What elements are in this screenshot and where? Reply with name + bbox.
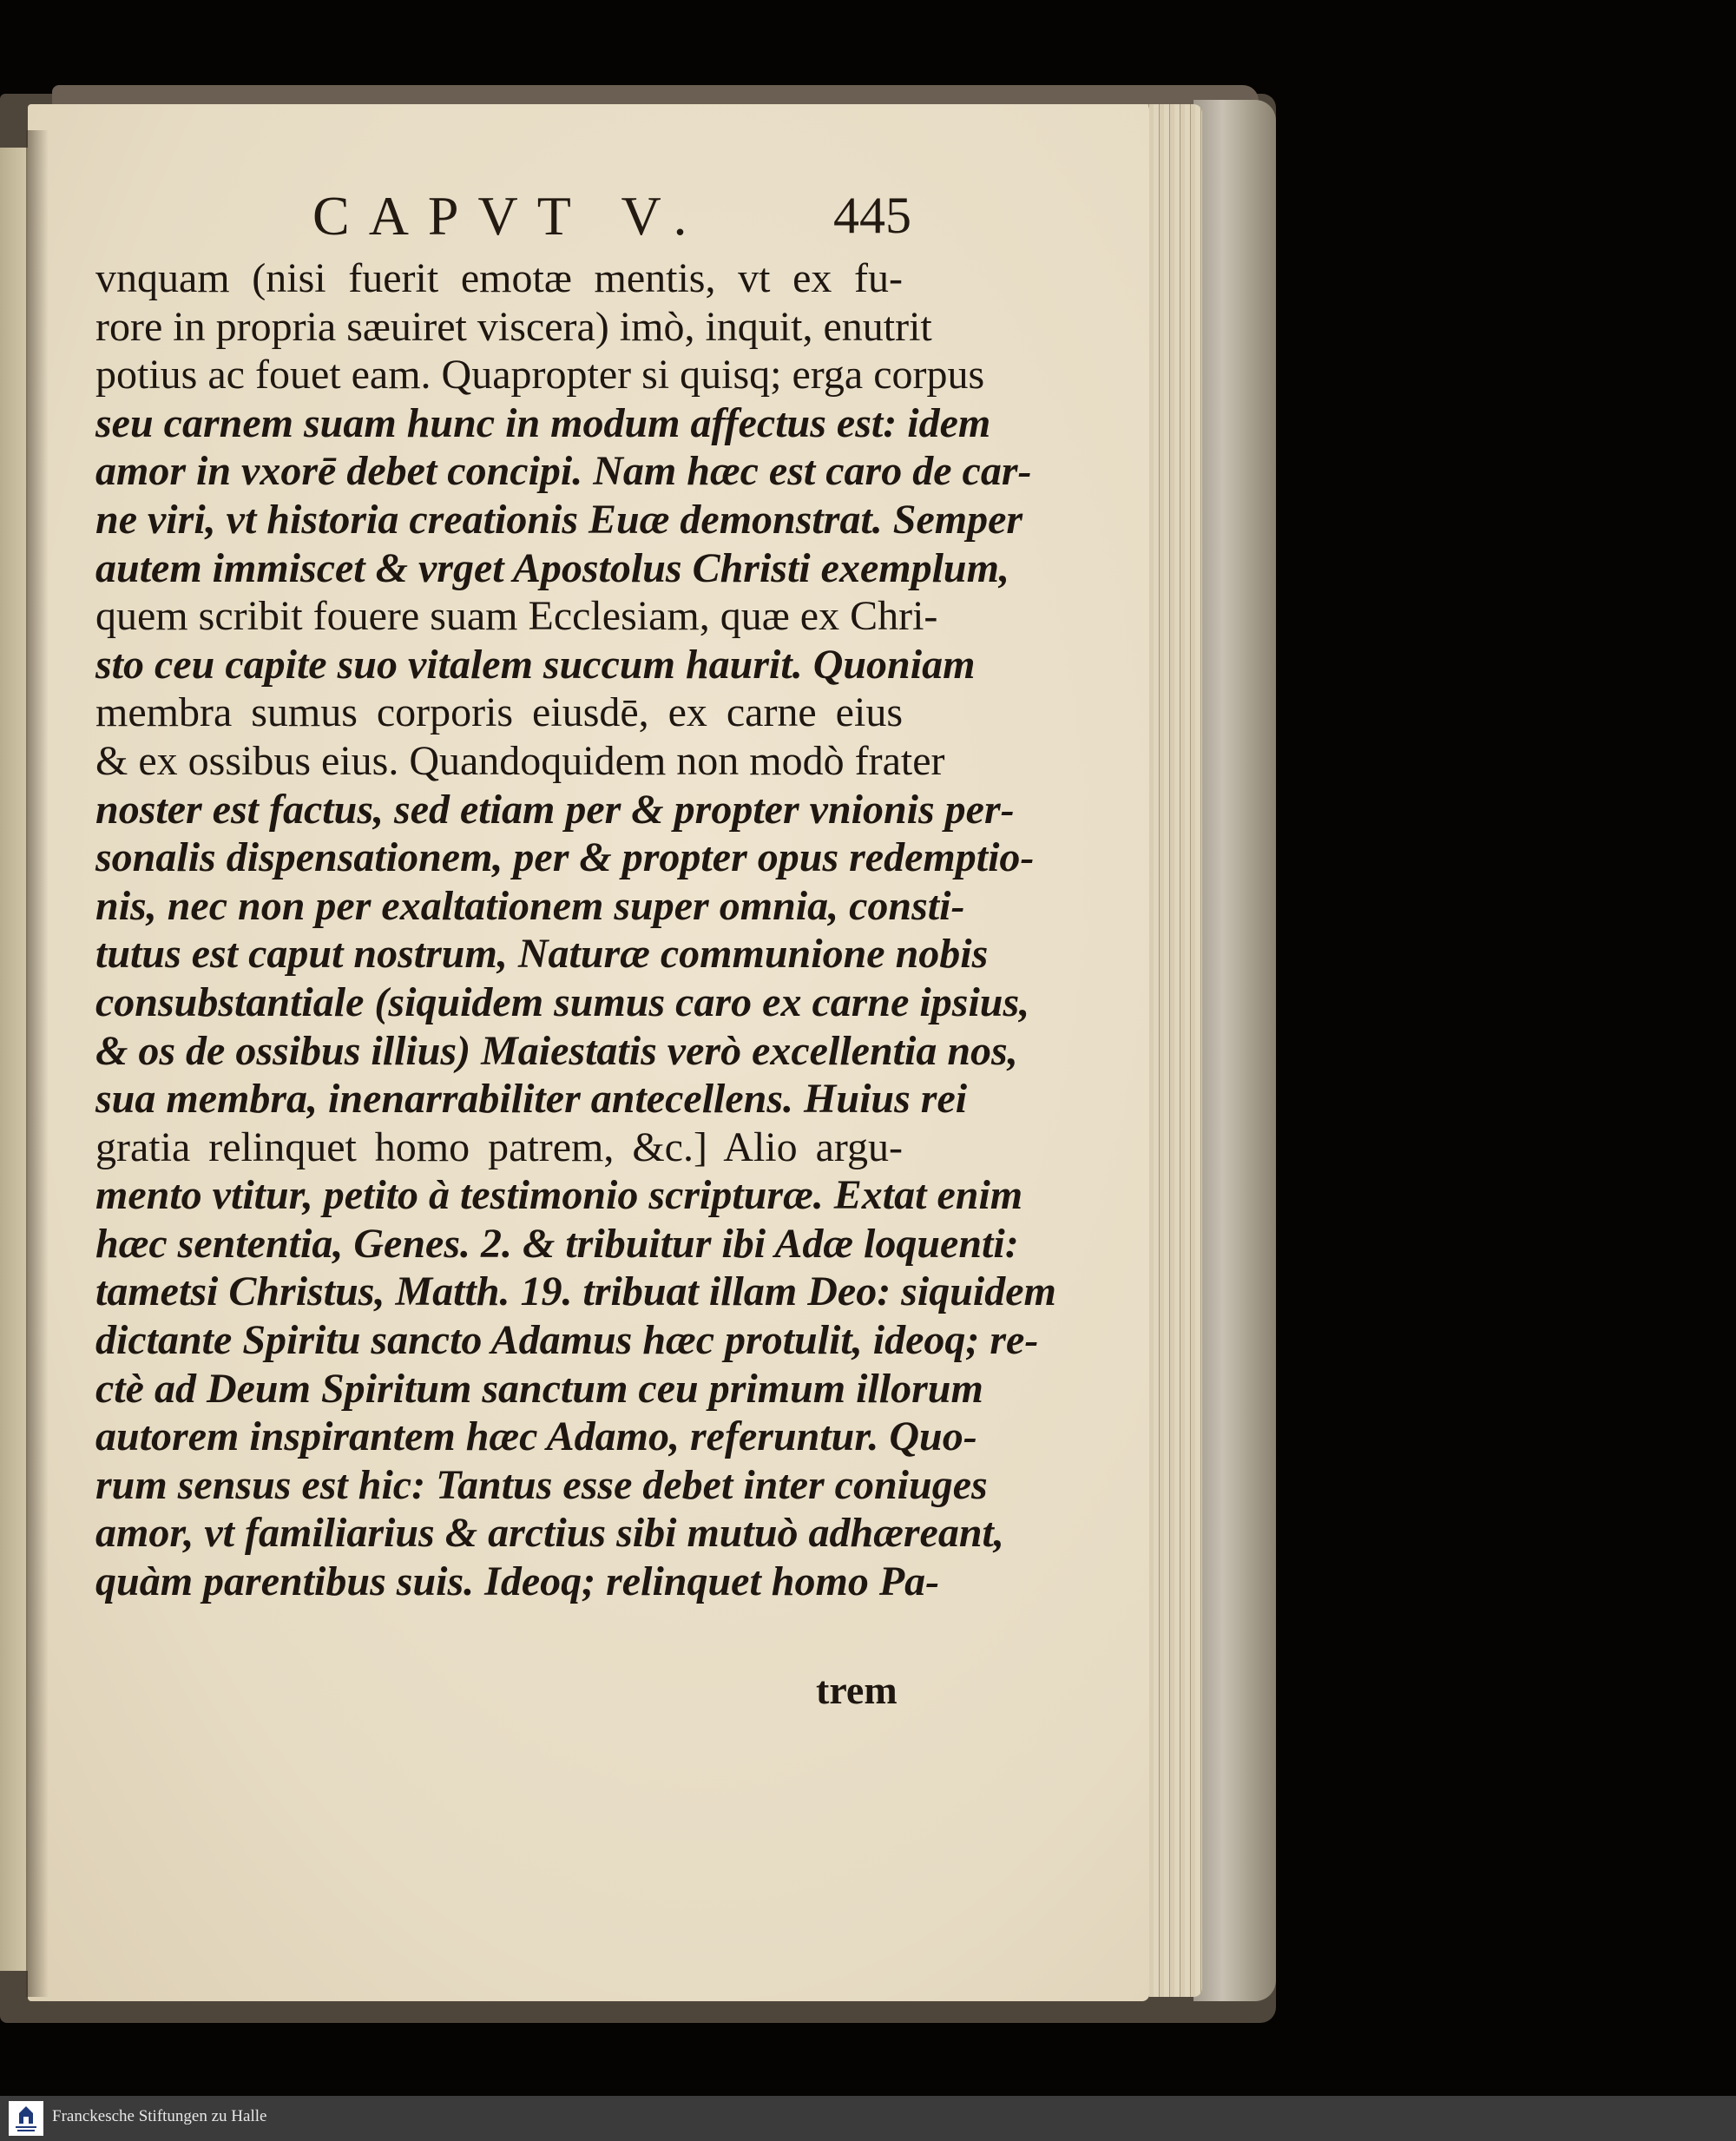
- text-line: seu carnem suam hunc in modum affectus est: idem: [95, 399, 991, 446]
- text-line: hæc sententia, Genes. 2. & tribuitur ibi Adæ loquenti:: [95, 1220, 1019, 1267]
- running-head: [312, 184, 911, 254]
- text-line: rore in propria sæuiret viscera) imò, inquit, enutrit: [95, 303, 932, 350]
- text-line: gratia relinquet homo patrem, &c.] Alio argu-: [95, 1123, 903, 1170]
- text-line: autorem inspirantem hæc Adamo, referuntur. Quo-: [95, 1413, 977, 1460]
- text-line: rum sensus est hic: Tantus esse debet inter coniuges: [95, 1461, 988, 1508]
- text-line: sua membra, inenarrabiliter antecellens. Huius rei: [95, 1076, 968, 1123]
- footer-bar: [0, 2096, 1736, 2141]
- text-line: mento vtitur, petito à testimonio scripturæ. Extat enim: [95, 1172, 1023, 1219]
- text-line: membra sumus corporis eiusdē, ex carne eius: [95, 689, 903, 736]
- text-line: consubstantiale (siquidem sumus caro ex carne ipsius,: [95, 978, 1030, 1025]
- text-line: nis, nec non per exaltationem super omnia, consti-: [95, 882, 965, 929]
- text-line: sto ceu capite suo vitalem succum haurit. Quoniam: [95, 641, 976, 688]
- page-text: [95, 254, 1056, 1606]
- text-line: ctè ad Deum Spiritum sanctum ceu primum illorum: [95, 1365, 983, 1412]
- book-fore-edge: [1194, 100, 1276, 2001]
- text-line: amor in vxorē debet concipi. Nam hæc est caro de car-: [95, 448, 1032, 495]
- text-line: vnquam (nisi fuerit emotæ mentis, vt ex fu-: [95, 255, 903, 301]
- text-line: quem scribit fouere suam Ecclesiam, quæ ex Chri-: [95, 593, 938, 640]
- institution-logo-icon[interactable]: [9, 2101, 43, 2136]
- gutter-shadow: [26, 130, 49, 1997]
- text-line: tametsi Christus, Matth. 19. tribuat illam Deo: siquidem: [95, 1268, 1056, 1315]
- text-line: autem immiscet & vrget Apostolus Christi exemplum,: [95, 544, 1009, 591]
- text-line: & os de ossibus illius) Maiestatis verò excellentia nos,: [95, 1027, 1018, 1074]
- text-line: sonalis dispensationem, per & propter opus redemptio-: [95, 834, 1035, 881]
- text-line: & ex ossibus eius. Quandoquidem non modò frater: [95, 737, 945, 784]
- text-line: dictante Spiritu sancto Adamus hæc protulit, ideoq; re-: [95, 1317, 1039, 1364]
- text-line: potius ac fouet eam. Quapropter si quisq; erga corpus: [95, 352, 985, 399]
- text-line: tutus est caput nostrum, Naturæ communione nobis: [95, 931, 989, 978]
- chapter-title: CAPVT V.: [312, 185, 707, 247]
- page-number: 445: [833, 187, 911, 244]
- text-line: ne viri, vt historia creationis Euæ demonstrat. Semper: [95, 496, 1023, 543]
- text-line: noster est factus, sed etiam per & propter vnionis per-: [95, 786, 1015, 833]
- institution-name[interactable]: Franckesche Stiftungen zu Halle: [52, 2107, 267, 2125]
- text-line: quàm parentibus suis. Ideoq; relinquet homo Pa-: [95, 1558, 940, 1605]
- text-line: amor, vt familiarius & arctius sibi mutuò adhæreant,: [95, 1510, 1004, 1557]
- catchword: trem: [816, 1668, 898, 1712]
